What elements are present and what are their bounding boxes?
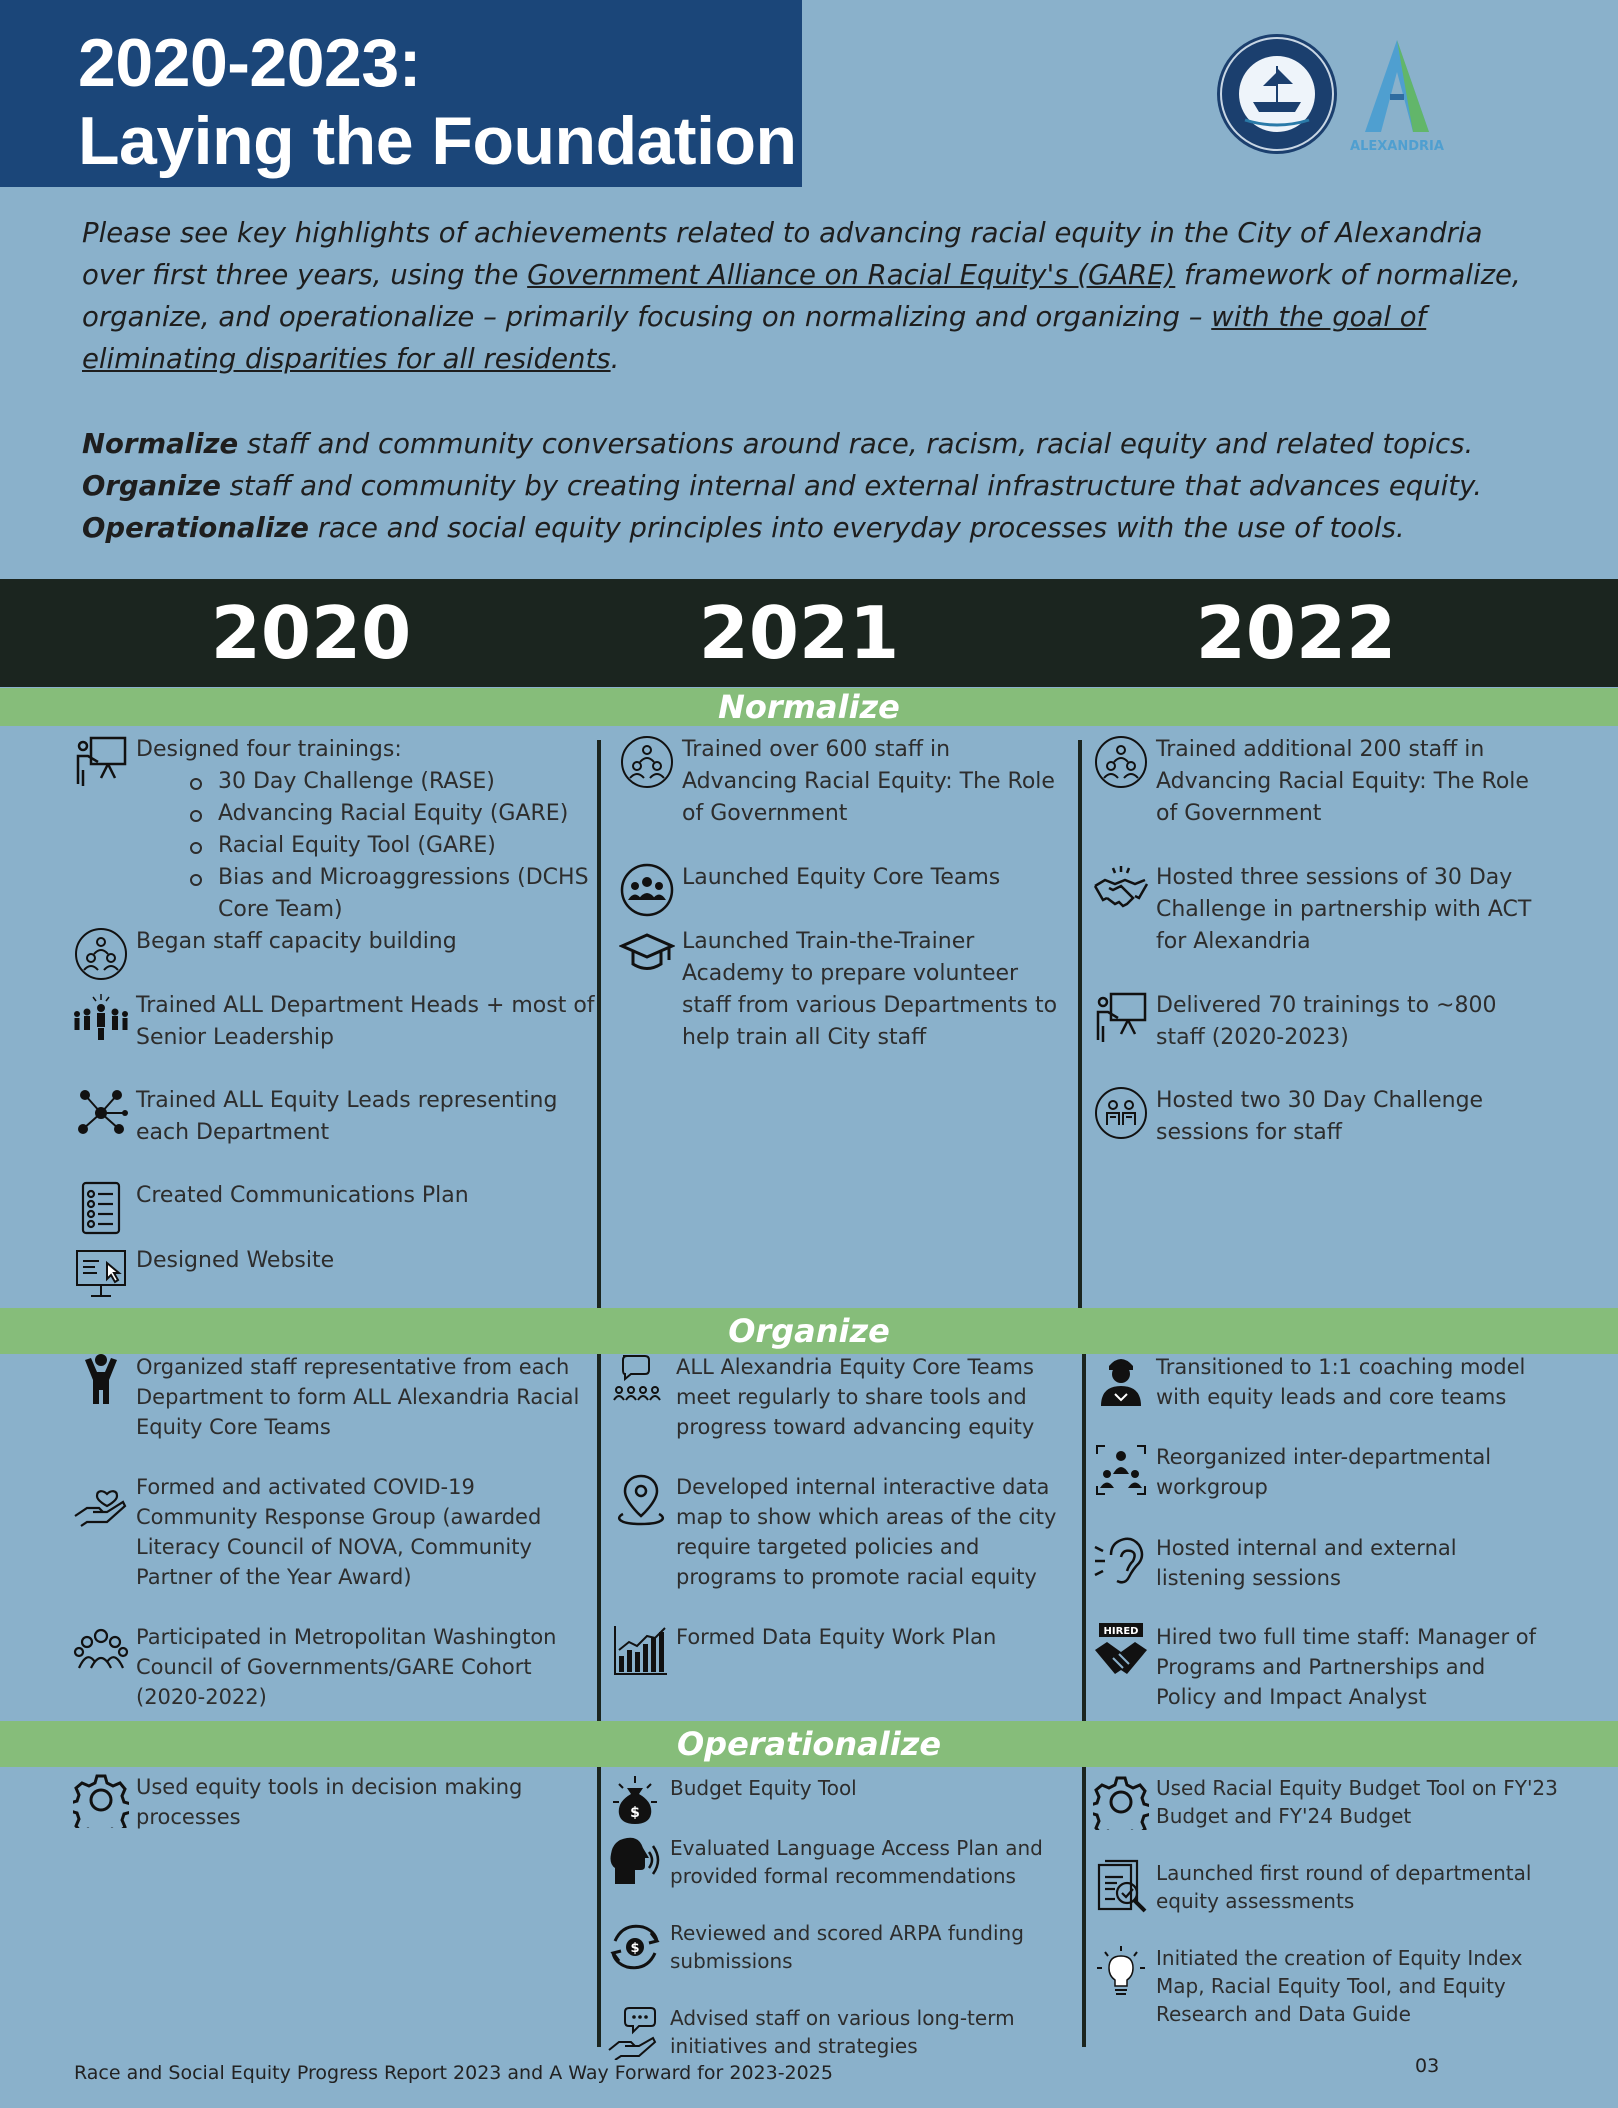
speaking-head-icon <box>607 1834 663 1890</box>
normalize-2020-item: Began staff capacity building <box>72 926 592 982</box>
presenter-icon <box>1093 990 1149 1046</box>
list-item: Advancing Racial Equity (GARE) <box>216 798 592 830</box>
operationalize-2022-item: Launched first round of departmental equity assessments <box>1092 1859 1562 1915</box>
operationalize-2022-item: Used Racial Equity Budget Tool on FY'23 Budget and FY'24 Budget <box>1092 1774 1562 1830</box>
normalize-2021-item: Launched Train-the-Trainer Academy to prepare volunteer staff from various Departments to help train all City staff <box>618 926 1058 1054</box>
title-line-1: 2020-2023: <box>78 25 421 101</box>
chat-group-icon <box>613 1352 669 1408</box>
organize-2020-item: Organized staff representative from each Department to form ALL Alexandria Racial Equity Core Teams <box>72 1352 592 1442</box>
operationalize-2021-item: Budget Equity Tool <box>606 1774 1076 1830</box>
definition-organize: Organize staff and community by creating internal and external infrastructure that advances equity. <box>82 470 1482 502</box>
title-line-2: Laying the Foundation <box>78 103 797 179</box>
operationalize-2021-item: Reviewed and scored ARPA funding submissions <box>606 1919 1076 1975</box>
page-title <box>78 24 802 180</box>
city-logos <box>1215 32 1465 157</box>
list-item: 30 Day Challenge (RASE) <box>216 766 592 798</box>
organize-2022-item: Transitioned to 1:1 coaching model with equity leads and core teams <box>1092 1352 1552 1412</box>
trainings-list <box>216 766 592 926</box>
map-pin-icon <box>613 1472 669 1528</box>
definition-normalize: Normalize staff and community conversations around race, racism, racial equity and related topics. <box>82 428 1474 460</box>
assessment-icon <box>1093 1859 1149 1915</box>
operationalize-2021-item: Advised staff on various long-term initiatives and strategies <box>606 2004 1076 2060</box>
footer-report-title: Race and Social Equity Progress Report 2023 and A Way Forward for 2023-2025 <box>74 2062 833 2084</box>
section-operationalize: Operationalize <box>0 1721 1618 1767</box>
svg-text:ALEXANDRIA: ALEXANDRIA <box>1350 139 1444 154</box>
framework-definitions <box>82 423 1562 549</box>
website-icon <box>73 1245 129 1301</box>
advise-hand-icon <box>607 2004 663 2060</box>
page-number: 03 <box>1415 2055 1440 2077</box>
year-2020: 2020 <box>210 591 412 675</box>
presenter-icon <box>73 734 129 790</box>
group-icon <box>73 1622 129 1678</box>
operationalize-2022-item: Initiated the creation of Equity Index Map, Racial Equity Tool, and Equity Research and Data Guide <box>1092 1944 1562 2028</box>
lightbulb-icon <box>1093 1944 1149 2000</box>
organize-2020-item: Formed and activated COVID-19 Community Response Group (awarded Literacy Council of NOVA, Community Partner of the Year Award) <box>72 1472 592 1592</box>
normalize-2020-item: Created Communications Plan <box>72 1180 592 1236</box>
organize-2021-item: ALL Alexandria Equity Core Teams meet regularly to share tools and progress toward advancing equity <box>612 1352 1072 1442</box>
column-divider <box>597 1767 601 2047</box>
section-normalize: Normalize <box>0 688 1618 726</box>
organize-2020-item: Participated in Metropolitan Washington Council of Governments/GARE Cohort (2020-2022) <box>72 1622 592 1712</box>
list-item: Bias and Microaggressions (DCHS Core Team) <box>216 862 592 926</box>
listening-ear-icon <box>1093 1533 1149 1589</box>
heart-hand-icon <box>73 1472 129 1528</box>
alexandria-brand-logo <box>1350 40 1444 154</box>
coach-icon <box>1093 1352 1149 1408</box>
column-divider <box>597 1354 601 1721</box>
checklist-icon <box>73 1180 129 1236</box>
normalize-2022-item: Hosted two 30 Day Challenge sessions for staff <box>1092 1085 1532 1149</box>
organize-2021-item: Developed internal interactive data map to show which areas of the city require targeted policies and programs to promote racial equity <box>612 1472 1072 1592</box>
organize-2022-item: Hired two full time staff: Manager of Programs and Partnerships and Policy and Impact Analyst <box>1092 1622 1552 1712</box>
definition-operationalize: Operationalize race and social equity principles into everyday processes with the use of tools. <box>82 512 1405 544</box>
team-icon <box>619 862 675 918</box>
year-2021: 2021 <box>698 591 900 675</box>
column-divider <box>1078 740 1082 1308</box>
normalize-2020-item: Trained ALL Equity Leads representing each Department <box>72 1085 592 1149</box>
gear-icon <box>73 1772 129 1828</box>
list-item: Racial Equity Tool (GARE) <box>216 830 592 862</box>
organize-2022-item: Hosted internal and external listening sessions <box>1092 1533 1552 1593</box>
normalize-2022-item: Delivered 70 trainings to ~800 staff (2020-2023) <box>1092 990 1532 1054</box>
goal-text: with the goal of eliminating disparities for all residents <box>82 301 1427 375</box>
funding-cycle-icon <box>607 1919 663 1975</box>
gare-link[interactable]: Government Alliance on Racial Equity's (GARE) <box>527 259 1176 291</box>
operationalize-2020-item: Used equity tools in decision making processes <box>72 1772 592 1832</box>
hired-handshake-icon <box>1093 1622 1149 1678</box>
column-divider <box>1082 1354 1086 1721</box>
people-circle-icon <box>73 926 129 982</box>
normalize-2020-item: Trained ALL Department Heads + most of Senior Leadership <box>72 990 602 1054</box>
people-circle-icon <box>1093 734 1149 790</box>
gear-icon <box>1093 1774 1149 1830</box>
column-divider <box>1082 1767 1086 2047</box>
normalize-2020-trainings: Designed four trainings: 30 Day Challenge (RASE) Advancing Racial Equity (GARE) Racial Equity Tool (GARE) Bias and Microaggressions (DCHS Core Team) <box>72 734 592 926</box>
handshake-icon <box>1093 862 1149 918</box>
year-header-band <box>0 579 1618 687</box>
section-organize: Organize <box>0 1308 1618 1354</box>
organize-2022-item: Reorganized inter-departmental workgroup <box>1092 1442 1552 1502</box>
money-bag-icon <box>607 1774 663 1830</box>
intro-paragraph: Please see key highlights of achievements related to advancing racial equity in the City of Alexandria over first three years, using the Government Alliance on Racial Equity's (GARE) framework of normalize, organize, and operationalize – primarily focusing on normalizing and organizing – with the goal of eliminating disparities for all residents. <box>82 217 1521 375</box>
graduation-cap-icon <box>619 926 675 982</box>
network-icon <box>73 1085 129 1141</box>
organize-2021-item: Formed Data Equity Work Plan <box>612 1622 1072 1678</box>
normalize-2021-item: Trained over 600 staff in Advancing Racial Equity: The Role of Government <box>618 734 1058 830</box>
bar-chart-icon <box>613 1622 669 1678</box>
year-2022: 2022 <box>1195 591 1397 675</box>
normalize-2022-item: Trained additional 200 staff in Advancing Racial Equity: The Role of Government <box>1092 734 1532 830</box>
normalize-2022-item: Hosted three sessions of 30 Day Challenge in partnership with ACT for Alexandria <box>1092 862 1532 958</box>
normalize-2020-item: Designed Website <box>72 1245 592 1301</box>
workgroup-icon <box>1093 1442 1149 1498</box>
people-circle-icon <box>619 734 675 790</box>
masked-people-icon <box>1093 1085 1149 1141</box>
person-icon <box>73 1352 129 1408</box>
normalize-2021-item: Launched Equity Core Teams <box>618 862 1058 918</box>
operationalize-2021-item: Evaluated Language Access Plan and provided formal recommendations <box>606 1834 1076 1890</box>
city-seal-icon <box>1217 34 1337 154</box>
title-banner <box>0 0 802 187</box>
leadership-icon <box>73 990 129 1046</box>
